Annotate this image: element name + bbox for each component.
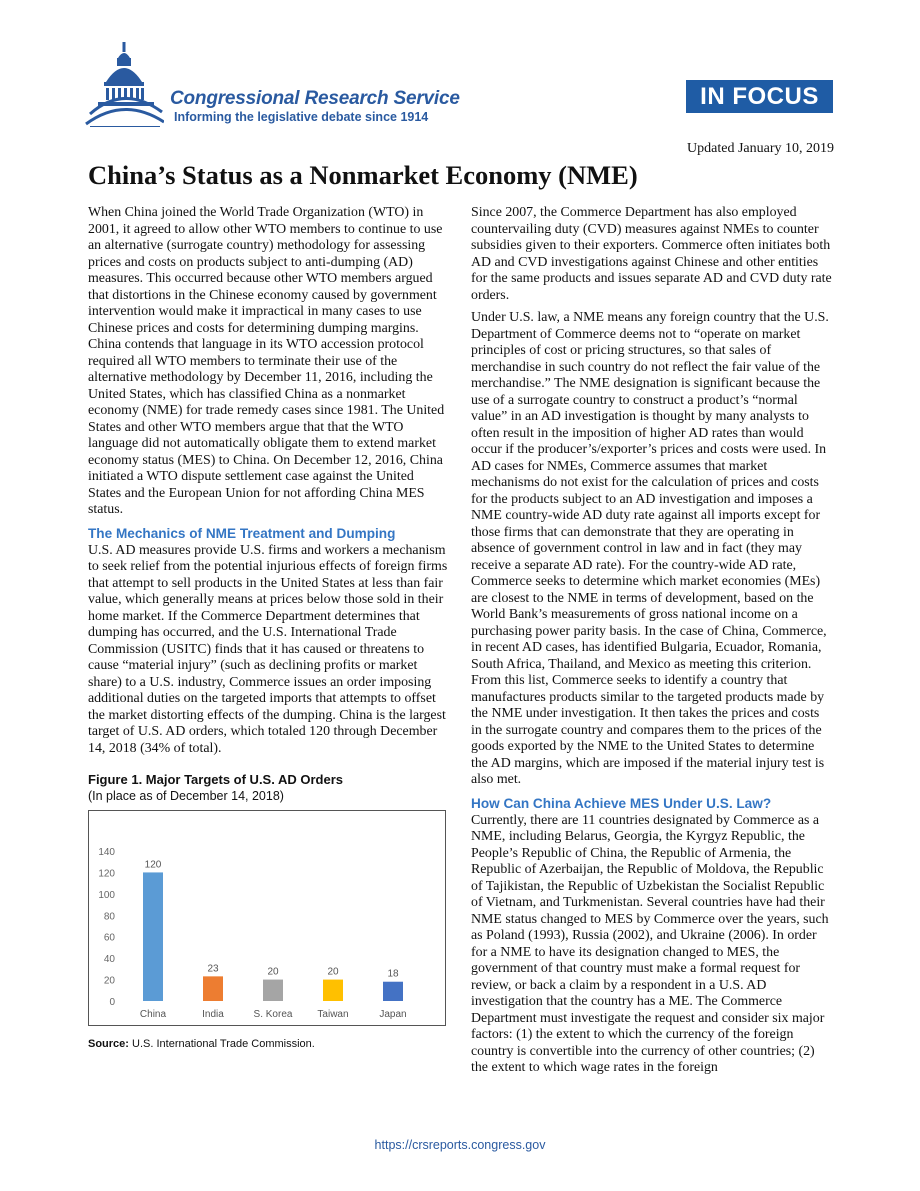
right-column: [471, 205, 832, 1083]
updated-date: Updated January 10, 2019: [687, 141, 834, 156]
data-label: 20: [327, 966, 339, 978]
x-tick-label: China: [139, 1009, 167, 1020]
left-paragraph-1: When China joined the World Trade Organization (WTO) in 2001, it agreed to allow other WTO members to continue to use an alternative (surrogate country) methodology for assessing prices and costs on products subject to anti-dumping (AD) measures. This occurred because other WTO members argued that distortions in the Chinese economy caused by government intervention would make it impractical in many cases to use Chinese prices and costs for determining dumping margins. China contends that language in its WTO accession protocol required all WTO members to terminate their use of the alternative methodology by December 11, 2016, including the United States, which has classified China as a nonmarket economy (NME) for trade remedy cases since 1981. The United States and other WTO members argue that that the WTO language did not automatically obligate them to extend market economy status (MES) to China. On December 12, 2016, China initiated a WTO dispute settlement case against the United States and the European Union for not affording China MES status.: [88, 205, 445, 517]
left-column: [88, 205, 450, 1053]
y-tick-label: 0: [109, 997, 115, 1008]
data-label: 120: [144, 859, 162, 871]
y-tick-label: 140: [98, 847, 115, 858]
data-label: 23: [207, 963, 219, 975]
org-tagline: Informing the legislative debate since 1914: [174, 110, 429, 124]
x-tick-label: Taiwan: [317, 1009, 349, 1020]
figure-source: [88, 1036, 450, 1053]
source-text: U.S. International Trade Commission.: [132, 1038, 315, 1050]
section-heading-mes: How Can China Achieve MES Under U.S. Law?: [471, 795, 772, 811]
bar-india: [203, 976, 223, 1001]
y-tick-label: 60: [103, 932, 115, 944]
y-tick-label: 20: [103, 975, 115, 987]
footer-url-link[interactable]: https://crsreports.congress.gov: [374, 1138, 546, 1152]
bar-japan: [383, 982, 403, 1001]
y-tick-label: 120: [98, 868, 115, 880]
x-tick-label: India: [202, 1009, 224, 1020]
org-name: Congressional Research Service: [170, 88, 460, 109]
figure-title: Figure 1. Major Targets of U.S. AD Orders: [88, 772, 343, 787]
data-label: 20: [267, 966, 279, 978]
figure-subtitle: (In place as of December 14, 2018): [88, 789, 284, 803]
bar-taiwan: [323, 980, 343, 1001]
x-tick-label: Japan: [379, 1009, 407, 1020]
bar-china: [143, 872, 163, 1001]
source-label: Source:: [88, 1038, 129, 1050]
y-tick-label: 80: [103, 911, 115, 923]
right-paragraph-3: Currently, there are 11 countries designated by Commerce as a NME, including Belarus, Georgia, the Kyrgyz Republic, the People’s Republic of China, the Republic of Armenia, the Republic of Azerbaijan, the Republic of Moldova, the Republic of Tajikistan, the Republic of Uzbekistan the Socialist Republic of Vietnam, and Turkmenistan. Several countries have had their NME status changed to MES by Commerce over the years, such as Poland (1993), Russia (2002), and Ukraine (2006). In order for a NME to have its designation changed to MES, the government of that country must make a formal request for review, or back a claim by a respondent in a U.S. AD investigation that the country has a ME. The Commerce Department must investigate the request and consider six major factors: (1) the extent to which the currency of the foreign country is convertible into the currency of other countries; (2) the extent to which wage rates in the foreign: [471, 812, 829, 1075]
left-paragraph-2: U.S. AD measures provide U.S. firms and workers a mechanism to seek relief from the potential injurious effects of foreign firms that attempt to sell products in the United States at less than fair value, which generally means at prices below those sold in their home market. If the Commerce Department determines that dumping has occurred, and the U.S. International Trade Commission (USITC) finds that it has caused or threatens to cause “material injury” (such as declining profits or market share) to a U.S. industry, Commerce issues an order imposing additional duties on the targeted imports that attempts to offset the market distorting effects of the dumping. China is the largest target of U.S. AD orders, which totaled 120 through December 14, 2018 (34% of total).: [88, 542, 448, 756]
logo-underline: [90, 126, 160, 127]
data-label: 18: [387, 968, 399, 980]
bar-chart: [89, 811, 445, 1025]
section-heading-mechanics: The Mechanics of NME Treatment and Dumping: [88, 525, 396, 541]
x-tick-label: S. Korea: [253, 1009, 293, 1020]
chart-container: [88, 810, 446, 1026]
in-focus-badge: IN FOCUS: [686, 80, 833, 113]
y-tick-label: 100: [98, 889, 115, 901]
right-paragraph-1: Since 2007, the Commerce Department has also employed countervailing duty (CVD) measures against NMEs to counter subsidies given to their exporters. Commerce often initiates both AD and CVD investigations against Chinese and other entities for the same products and issues separate AD and CVD duty rate orders.: [471, 205, 832, 303]
page-title: China’s Status as a Nonmarket Economy (NME): [88, 160, 638, 190]
bar-s-korea: [263, 980, 283, 1001]
capitol-dome-logo: [84, 40, 164, 130]
y-tick-label: 40: [103, 954, 115, 966]
right-paragraph-2: Under U.S. law, a NME means any foreign country that the U.S. Department of Commerce deems not to “operate on market principles of cost or pricing structures, so that sales of merchandise in such country do not reflect the fair value of the merchandise.” The NME designation is significant because the use of a surrogate country to construct a product’s “normal value” in an AD investigation is thought by many analysts to often result in the imposition of higher AD rates than would occur if the producer’s/exporter’s prices and costs were used. In AD cases for NMEs, Commerce assumes that market mechanisms do not exist for the calculation of prices and costs for the products subject to an AD investigation and imposes a NME country-wide AD duty rate against all imports except for those firms that can demonstrate that they are operating in absence of government control in law and in fact (they may receive a separate AD rate). For the country-wide AD rate, Commerce seeks to determine which market economies (MEs) are closest to the NME in terms of development, based on the World Bank’s measurements of gross national income on a purchasing power parity basis. In the case of China, Commerce, in recent AD cases, has identified Bulgaria, Ecuador, Romania, South Africa, Thailand, and Mexico as meeting this criterion. From this list, Commerce seeks to identify a country that manufactures products similar to the targeted products made by the NME under investigation. It then takes the prices and costs in the surrogate country and compares them to the prices of the goods exported by the NME to the United States to determine the AD margins, which are imposed if the material injury test is also met.: [471, 310, 829, 787]
